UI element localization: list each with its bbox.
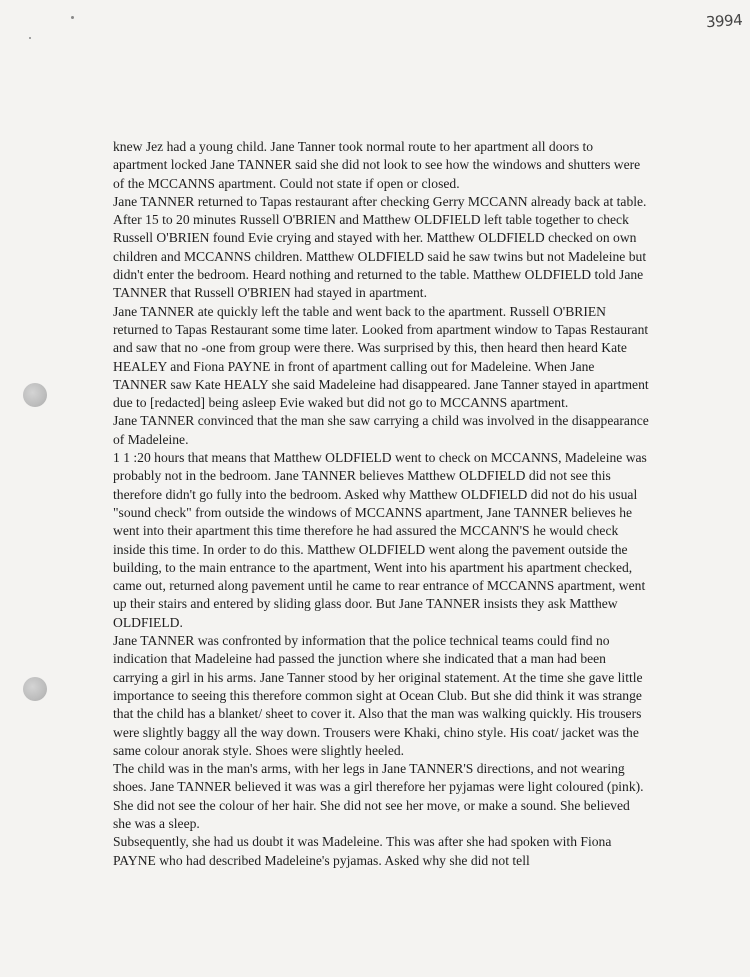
paragraph: The child was in the man's arms, with her legs in Jane TANNER'S directions, and not wearing shoes. Jane TANNER believed it was was a girl therefore her pyjamas were light coloured (pink). She did not see the colour of her hair. She did not see her move, or make a sound. She believed she was a sleep. xyxy=(113,761,644,831)
paragraph: Jane TANNER ate quickly left the table and went back to the apartment. Russell O'BRIEN returned to Tapas Restaurant some time later. Looked from apartment window to Tapas Restaurant and saw that no -one from group were there. Was surprised by this, then heard then heard Kate HEALEY and Fiona PAYNE in front of apartment calling out for Madeleine. When Jane TANNER saw Kate HEALY she said Madeleine had disappeared. Jane Tanner stayed in apartment due to [redacted] being asleep Evie waked but did not go to MCCANNS apartment. xyxy=(113,303,649,411)
scan-speck xyxy=(29,37,31,39)
paragraph: Subsequently, she had us doubt it was Madeleine. This was after she had spoken with Fiona PAYNE who had described Madeleine's pyjamas. Asked why she did not tell xyxy=(113,834,612,868)
scan-speck xyxy=(71,16,74,19)
document-body xyxy=(113,138,650,870)
paragraph: Jane TANNER returned to Tapas restaurant after checking Gerry MCCANN already back at table. xyxy=(113,193,647,209)
punch-hole xyxy=(23,677,47,701)
page-number: 3994 xyxy=(705,10,743,32)
paragraph: Jane TANNER convinced that the man she saw carrying a child was involved in the disappearance of Madeleine. xyxy=(113,413,649,447)
paragraph: After 15 to 20 minutes Russell O'BRIEN and Matthew OLDFIELD left table together to check Russell O'BRIEN found Evie crying and stayed with her. Matthew OLDFIELD checked on own children and MCCANNS children. Matthew OLDFIELD said he saw twins but not Madeleine but didn't enter the bedroom. Heard nothing and returned to the table. Matthew OLDFIELD told Jane TANNER that Russell O'BRIEN had stayed in apartment. xyxy=(113,212,647,301)
paragraph: knew Jez had a young child. Jane Tanner took normal route to her apartment all doors to apartment locked Jane TANNER said she did not look to see how the windows and shutters were of the MCCANNS apartment. Could not state if open or closed. xyxy=(113,139,641,191)
paragraph: 1 1 :20 hours that means that Matthew OLDFIELD went to check on MCCANNS, Madeleine was probably not in the bedroom. Jane TANNER believes Matthew OLDFIELD did not see this therefore didn't go fully into the bedroom. Asked why Matthew OLDFIELD did not do his usual "sound check" from outside the windows of MCCANNS apartment, Jane TANNER believes he went into their apartment this time therefore he had assured the MCCANN'S he would check inside this time. In order to do this. Matthew OLDFIELD went along the pavement outside the building, to the main entrance to the apartment, Went into his apartment his apartment checked, came out, returned along pavement until he came to rear entrance of MCCANNS apartment, went up their stairs and entered by sliding glass door. But Jane TANNER insists they ask Matthew OLDFIELD. xyxy=(113,450,647,630)
paragraph: Jane TANNER was confronted by information that the police technical teams could find no indication that Madeleine had passed the junction where she indicated that a man had been carrying a girl in his arms. Jane Tanner stood by her original statement. At the time she gave little importance to seeing this therefore common sight at Ocean Club. But she did think it was strange that the child has a blanket/ sheet to cover it. Also that the man was walking quickly. His trousers were slightly baggy all the way down. Trousers were Khaki, chino style. His coat/ jacket was the same colour anorak style. Shoes were slightly heeled. xyxy=(113,633,643,758)
punch-hole xyxy=(23,383,47,407)
